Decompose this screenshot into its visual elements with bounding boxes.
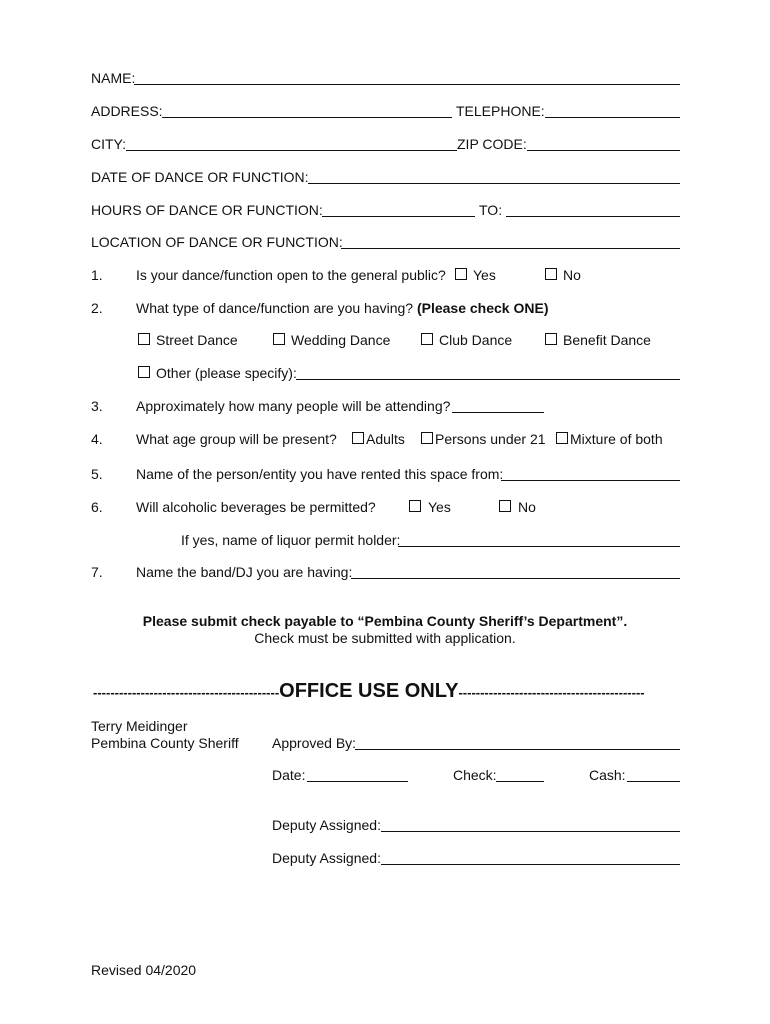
office-use-title: OFFICE USE ONLY [279, 680, 459, 702]
other-checkbox[interactable] [138, 366, 150, 378]
q3-text: Approximately how many people will be attending? [136, 398, 451, 414]
address-label: ADDRESS: [91, 103, 163, 119]
date-label: Date: [272, 767, 306, 783]
wedding-dance-checkbox[interactable] [273, 333, 285, 345]
to-label: TO: [479, 202, 503, 218]
telephone-label: TELEPHONE: [456, 103, 545, 119]
q6-yes-checkbox[interactable] [409, 500, 421, 512]
mixture-checkbox[interactable] [556, 432, 568, 444]
q6-text: Will alcoholic beverages be permitted? [136, 499, 376, 515]
q6-number: 6. [91, 499, 103, 515]
zip-field[interactable] [527, 150, 680, 151]
deputy-assigned-1-field[interactable] [381, 831, 680, 832]
mixture-label: Mixture of both [570, 431, 663, 447]
check-label: Check: [453, 767, 497, 783]
club-dance-checkbox[interactable] [421, 333, 433, 345]
name-field[interactable] [134, 84, 680, 85]
date-of-function-field[interactable] [308, 183, 680, 184]
q6-no-label: No [518, 499, 536, 515]
office-dashes-right: ------------------------------------------- [458, 685, 645, 700]
telephone-field[interactable] [545, 117, 680, 118]
office-dashes-left: ------------------------------------------- [93, 685, 280, 700]
deputy-assigned-2-label: Deputy Assigned: [272, 850, 381, 866]
adults-checkbox[interactable] [352, 432, 364, 444]
band-dj-field[interactable] [351, 578, 680, 579]
street-dance-checkbox[interactable] [138, 333, 150, 345]
cash-field[interactable] [627, 781, 680, 782]
wedding-dance-label: Wedding Dance [291, 332, 391, 348]
rented-from-field[interactable] [501, 480, 680, 481]
street-dance-label: Street Dance [156, 332, 238, 348]
zip-label: ZIP CODE: [457, 136, 527, 152]
q1-no-label: No [563, 267, 581, 283]
q2-emphasis: (Please check ONE) [416, 300, 549, 316]
hours-from-field[interactable] [322, 216, 475, 217]
office-use-heading [93, 679, 683, 705]
name-label: NAME: [91, 70, 136, 86]
q6-no-checkbox[interactable] [499, 500, 511, 512]
address-field[interactable] [162, 117, 452, 118]
city-label: CITY: [91, 136, 127, 152]
q4-number: 4. [91, 431, 103, 447]
q1-number: 1. [91, 267, 103, 283]
q6-yes-label: Yes [428, 499, 451, 515]
attendance-field[interactable] [452, 412, 544, 413]
q1-yes-label: Yes [473, 267, 496, 283]
payment-notice: Please submit check payable to “Pembina County Sheriff’s Department”. [142, 613, 628, 629]
date-field[interactable] [307, 781, 408, 782]
liquor-permit-field[interactable] [398, 546, 680, 547]
location-label: LOCATION OF DANCE OR FUNCTION: [91, 234, 343, 250]
under-21-checkbox[interactable] [421, 432, 433, 444]
date-of-function-label: DATE OF DANCE OR FUNCTION: [91, 169, 309, 185]
q2-number: 2. [91, 300, 103, 316]
deputy-assigned-1-label: Deputy Assigned: [272, 817, 381, 833]
approved-by-field[interactable] [355, 749, 680, 750]
submission-notice: Check must be submitted with application. [254, 630, 516, 646]
benefit-dance-label: Benefit Dance [563, 332, 651, 348]
club-dance-label: Club Dance [439, 332, 513, 348]
hours-to-field[interactable] [506, 216, 680, 217]
other-label: Other (please specify): [156, 365, 297, 381]
under-21-label: Persons under 21 [435, 431, 546, 447]
q3-number: 3. [91, 398, 103, 414]
q2-text [136, 300, 548, 316]
sheriff-title: Pembina County Sheriff [91, 735, 239, 751]
cash-label: Cash: [589, 767, 626, 783]
liquor-permit-label: If yes, name of liquor permit holder: [181, 532, 401, 548]
hours-of-function-label: HOURS OF DANCE OR FUNCTION: [91, 202, 323, 218]
benefit-dance-checkbox[interactable] [545, 333, 557, 345]
q4-text: What age group will be present? [136, 431, 337, 447]
q5-number: 5. [91, 466, 103, 482]
q1-text: Is your dance/function open to the general public? [136, 267, 446, 283]
q7-text: Name the band/DJ you are having: [136, 564, 353, 580]
deputy-assigned-2-field[interactable] [381, 864, 680, 865]
check-field[interactable] [496, 781, 544, 782]
other-specify-field[interactable] [296, 379, 680, 380]
location-field[interactable] [341, 248, 680, 249]
q7-number: 7. [91, 564, 103, 580]
q2-question: What type of dance/function are you having? [136, 300, 414, 316]
q1-no-checkbox[interactable] [545, 268, 557, 280]
city-field[interactable] [126, 150, 457, 151]
approved-by-label: Approved By: [272, 735, 357, 751]
sheriff-name: Terry Meidinger [91, 718, 188, 734]
revision-date: Revised 04/2020 [91, 962, 197, 978]
q1-yes-checkbox[interactable] [455, 268, 467, 280]
q5-text: Name of the person/entity you have rented this space from: [136, 466, 504, 482]
adults-label: Adults [366, 431, 405, 447]
